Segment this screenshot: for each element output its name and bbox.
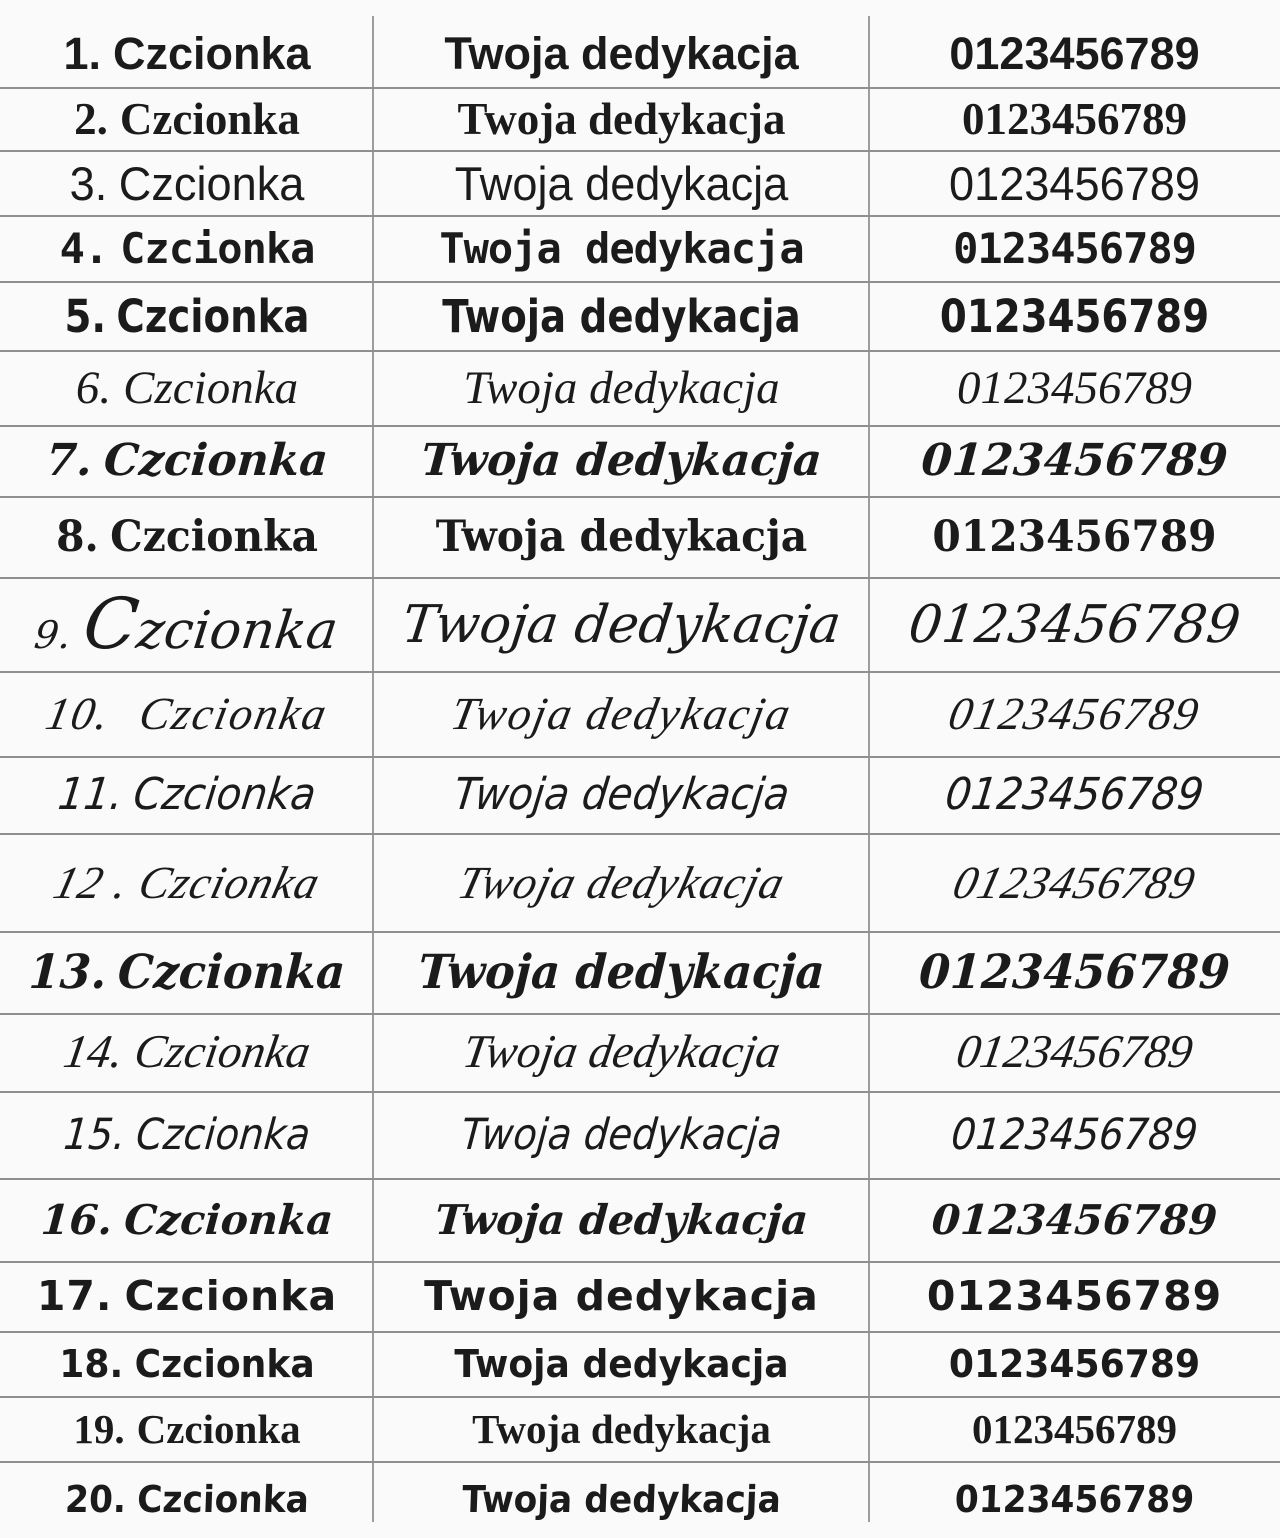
dedication-sample: Twoja dedykacja [453,856,791,908]
digits-sample: 0123456789 [948,1341,1201,1386]
font-label-cell [0,27,374,79]
font-name-sample: Czcionka [135,688,333,740]
digits-sample: 0123456789 [952,1026,1197,1079]
digits-sample: 0123456789 [957,361,1192,414]
font-number: 15. [61,1109,128,1160]
font-number: 18. [59,1341,124,1386]
font-label-cell [0,1028,378,1077]
dedication-sample: Twoja dedykacja [454,1341,789,1386]
digits-sample: 0123456789 [954,1478,1195,1522]
dedication-sample: Twoja dedykacja [439,223,804,273]
font-label-cell [26,289,348,343]
font-label-cell [9,1341,364,1386]
font-row-11 [0,758,1280,835]
font-name-sample: Czcionka [110,511,318,562]
font-label-cell [0,223,374,273]
font-name-sample: Czcionka [136,1405,301,1452]
dedication-sample: Twoja dedykacja [435,511,808,562]
font-name-sample: Czcionka [123,361,299,414]
font-name-sample: Czcionka [102,435,330,487]
font-row-12 [0,835,1280,933]
font-name-sample: Czcionka [130,769,319,821]
font-name-sample: Czcionka [116,289,310,343]
font-name-sample: Czcionka [122,1195,335,1244]
font-label-cell [7,156,366,210]
font-label-cell [0,690,379,738]
font-row-13 [0,933,1280,1015]
font-label-cell [0,361,374,414]
font-label-cell [17,1109,358,1160]
dedication-sample: Twoja dedykacja [442,289,801,343]
font-row-18 [0,1333,1280,1398]
font-name-sample: Czcionka [119,93,300,144]
font-row-6 [0,352,1280,427]
font-name-sample: Czcionka [130,1026,315,1079]
font-number: 7. [44,435,94,487]
digits-sample: 0123456789 [972,1405,1177,1452]
font-row-5 [0,283,1280,352]
font-name-sample: Czcionka [133,856,326,908]
font-label-cell [0,435,376,487]
digits-sample: 0123456789 [919,435,1230,487]
digits-sample: 0123456789 [942,769,1207,821]
font-number: 20. [64,1478,127,1522]
dedication-sample: Twoja dedykacja [450,769,793,821]
dedication-sample: Twoja dedykacja [472,1405,771,1452]
dedication-sample: Twoja dedykacja [454,156,789,210]
font-number: 1. [63,27,101,79]
font-label-cell [0,93,374,144]
digits-sample: 0123456789 [905,594,1244,655]
dedication-sample: Twoja dedykacja [433,1195,810,1244]
dedication-sample: Twoja dedykacja [444,27,799,79]
font-number: 11. [55,769,127,821]
font-name-sample: Czcionka [112,27,311,79]
dedication-sample: Twoja dedykacja [463,361,780,414]
font-row-1 [0,0,1280,89]
font-number: 17. [36,1272,113,1321]
digits-sample: 0123456789 [949,27,1200,79]
font-row-3 [0,152,1280,217]
dedication-sample: Twoja dedykacja [398,594,845,655]
font-number: 9. [31,613,74,658]
font-number: 13. [27,945,109,1001]
digits-sample: 0123456789 [944,688,1205,740]
dedication-sample: Twoja dedykacja [461,1478,782,1522]
font-number: 16. [39,1195,115,1244]
font-name-sample: Czcionka [124,1272,338,1321]
font-number: 3. [69,156,108,210]
font-label-cell [0,1405,374,1452]
font-number: 14. [60,1026,128,1079]
font-name-sample: Czcionka [116,945,347,1001]
digits-sample: 0123456789 [949,1109,1200,1160]
font-name-sample: Czcionka [134,1109,313,1160]
font-label-cell [0,583,379,666]
digits-sample: 0123456789 [948,856,1202,908]
font-name-sample: Czcionka [118,156,305,210]
digits-sample: 0123456789 [962,93,1187,144]
digits-sample: 0123456789 [930,1195,1219,1244]
digits-sample: 0123456789 [917,945,1232,1001]
digits-sample: 0123456789 [932,511,1217,562]
dedication-sample: Twoja dedykacja [419,435,824,487]
font-label-cell [0,1195,376,1244]
digits-sample: 0123456789 [926,1272,1223,1321]
font-row-9 [0,579,1280,673]
dedication-sample: Twoja dedykacja [446,688,797,740]
font-number: 6. [75,361,112,414]
font-row-15 [0,1093,1280,1180]
font-row-10 [0,673,1280,758]
dedication-sample: Twoja dedykacja [417,945,826,1001]
dedication-sample: Twoja dedykacja [459,1026,784,1079]
font-name-sample: Czcionka [136,1478,310,1522]
font-row-7 [0,427,1280,498]
dedication-sample: Twoja dedykacja [457,93,786,144]
font-row-19 [0,1398,1280,1463]
font-name-sample: Czcionka [120,223,315,273]
font-name-sample: Czcionka [79,583,342,666]
font-label-cell [0,856,380,908]
font-row-20 [0,1463,1280,1538]
font-number: 2. [74,93,108,144]
font-row-4 [0,217,1280,283]
dedication-sample: Twoja dedykacja [424,1272,819,1321]
font-number: 8. [56,511,99,562]
digits-sample: 0123456789 [939,289,1210,343]
font-row-17 [0,1263,1280,1333]
font-row-8 [0,498,1280,579]
font-label-cell [12,1478,361,1522]
font-number: 19. [73,1405,125,1452]
font-label-cell [9,511,364,562]
font-number: 12 . [48,856,135,908]
font-number: 4. [59,223,109,273]
font-row-14 [0,1015,1280,1093]
font-name-sample: Czcionka [134,1341,315,1386]
font-label-cell [8,945,366,1001]
font-number: 10. [41,688,116,740]
dedication-sample: Twoja dedykacja [459,1109,784,1160]
digits-sample: 0123456789 [953,223,1196,273]
font-label-cell [12,769,362,821]
font-number: 5. [64,289,107,343]
font-row-16 [0,1180,1280,1263]
digits-sample: 0123456789 [949,156,1200,210]
font-label-cell [0,1272,374,1321]
font-row-2 [0,89,1280,152]
